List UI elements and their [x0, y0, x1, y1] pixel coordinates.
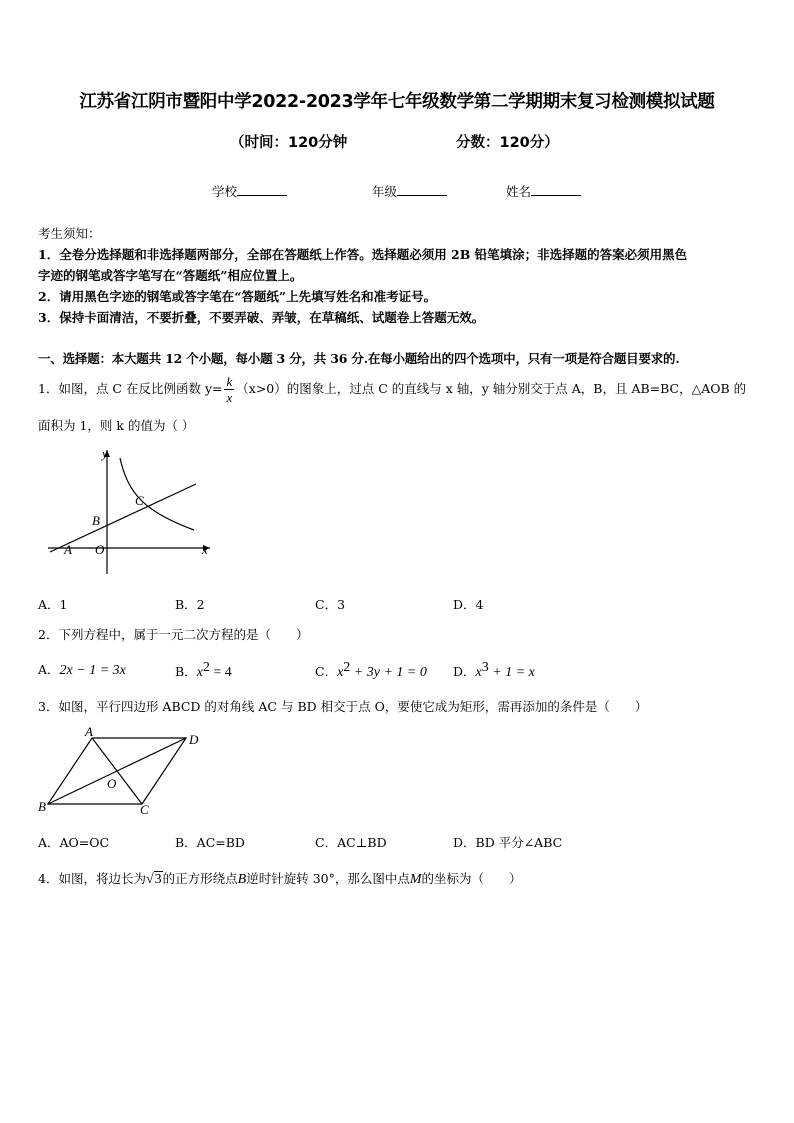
- school-blank: [237, 183, 287, 196]
- notice-heading: 考生须知：: [38, 226, 101, 241]
- q4-sqrt-symbol: √: [145, 872, 154, 887]
- grade-blank: [397, 183, 447, 196]
- q1-text-a: 1．如图，点 C 在反比例函数 y=: [38, 381, 223, 396]
- q1-label-c: C: [135, 493, 144, 508]
- q2-b-exp: 2: [202, 660, 210, 675]
- notice-item-1-line-1: 1．全卷分选择题和非选择题两部分，全部在答题纸上作答。选择题必须用 2B 铅笔填涂；非选择题的答案必须用黑色: [38, 247, 688, 262]
- q2-option-a[interactable]: [38, 660, 126, 679]
- name-label: 姓名: [506, 184, 532, 199]
- school-field: [212, 182, 287, 200]
- q4-text-b: 的正方形绕点: [162, 871, 238, 886]
- q3-option-b[interactable]: B．AC=BD: [175, 835, 245, 850]
- question-2: 2．下列方程中，属于一元二次方程的是（ ）: [38, 627, 309, 642]
- q3-option-d[interactable]: D．BD 平分∠ABC: [453, 835, 563, 850]
- exam-score: 分数：120分）: [456, 135, 559, 151]
- q2-b-base: x: [196, 665, 203, 681]
- school-label: 学校: [212, 184, 238, 199]
- q3-figure: [34, 724, 210, 820]
- notice-item-3: 3．保持卡面清洁，不要折叠，不要弄破、弄皱，在草稿纸、试题卷上答题无效。: [38, 310, 485, 325]
- q1-label-o: O: [95, 542, 105, 557]
- q2-c-exp: 2: [343, 660, 351, 675]
- q2-d-exp: 3: [481, 660, 489, 675]
- exam-time: （时间：120分钟: [230, 135, 348, 151]
- notice-item-2: 2．请用黑色字迹的钢笔或答字笔在“答题纸”上先填写姓名和准考证号。: [38, 289, 437, 304]
- q1-hyperbola: [120, 458, 194, 530]
- q2-c-rest: + 3y + 1 = 0: [350, 665, 427, 681]
- notice-item-1-line-2: 字迹的钢笔或答字笔写在“答题纸”相应位置上。: [38, 268, 303, 283]
- q2-c-base: x: [337, 665, 344, 681]
- page-title: 江苏省江阴市暨阳中学2022-2023学年七年级数学第二学期期末复习检测模拟试题: [79, 92, 715, 112]
- q4-point-m: M: [409, 872, 422, 887]
- q4-text-a: 4．如图，将边长为: [38, 871, 146, 886]
- q1-label-y: y: [102, 446, 108, 461]
- q3-label-b: B: [38, 799, 46, 814]
- q2-a-expr: 2x − 1 = 3x: [59, 663, 126, 678]
- q1-option-b[interactable]: B．2: [175, 597, 205, 612]
- q1-label-x: x: [202, 542, 208, 557]
- q1-text-b: （x>0）的图象上，过点 C 的直线与 x 轴，y 轴分别交于点 A，B，且 AB=BC，△AOB 的: [236, 381, 747, 396]
- q1-label-a: A: [64, 542, 72, 557]
- q2-b-label: B．: [175, 664, 197, 680]
- q3-label-c: C: [140, 802, 149, 817]
- question-3: 3．如图，平行四边形 ABCD 的对角线 AC 与 BD 相交于点 O，要使它成为矩形，需再添加的条件是（ ）: [38, 699, 648, 714]
- q4-point-b: B: [237, 872, 247, 887]
- grade-label: 年级: [372, 184, 398, 199]
- q2-d-base: x: [475, 665, 482, 681]
- q1-frac-den: x: [226, 390, 233, 405]
- q2-option-b[interactable]: [175, 660, 232, 681]
- q1-option-a[interactable]: A．1: [38, 597, 68, 612]
- q3-label-o: O: [107, 776, 117, 791]
- q3-option-a[interactable]: A．AO=OC: [38, 835, 110, 850]
- name-blank: [531, 183, 581, 196]
- q2-b-rest: = 4: [209, 665, 232, 681]
- question-1-line-2: 面积为 1，则 k 的值为（ ）: [38, 418, 195, 433]
- question-4: [38, 869, 522, 888]
- q2-option-d[interactable]: [453, 660, 535, 681]
- name-field: [506, 182, 581, 200]
- q1-option-c[interactable]: C．3: [315, 597, 346, 612]
- q2-d-rest: + 1 = x: [488, 665, 535, 681]
- q4-text-c: 逆时针旋转 30°，那么图中点: [246, 871, 410, 886]
- section-heading: 一、选择题：本大题共 12 个小题，每小题 3 分，共 36 分.在每小题给出的四个选项中，只有一项是符合题目要求的.: [38, 351, 680, 366]
- q1-fraction: [224, 375, 234, 404]
- grade-field: [372, 182, 447, 200]
- q2-option-c[interactable]: [315, 660, 427, 681]
- question-1-line-1: [38, 371, 746, 407]
- q2-c-label: C．: [315, 664, 338, 680]
- q2-d-label: D．: [453, 664, 476, 680]
- q2-a-label: A．: [38, 662, 60, 677]
- q4-text-d: 的坐标为（ ）: [421, 871, 522, 886]
- q4-sqrt-value: 3: [154, 872, 162, 887]
- q3-label-a: A: [85, 724, 93, 739]
- q4-sqrt: [146, 871, 163, 887]
- q1-label-b: B: [92, 513, 100, 528]
- q1-option-d[interactable]: D．4: [453, 597, 484, 612]
- q1-figure: [40, 444, 220, 578]
- q3-label-d: D: [189, 732, 199, 747]
- q3-option-c[interactable]: C．AC⊥BD: [315, 835, 387, 850]
- q1-frac-num: k: [226, 374, 233, 389]
- q3-diagonal-bd: [48, 738, 186, 804]
